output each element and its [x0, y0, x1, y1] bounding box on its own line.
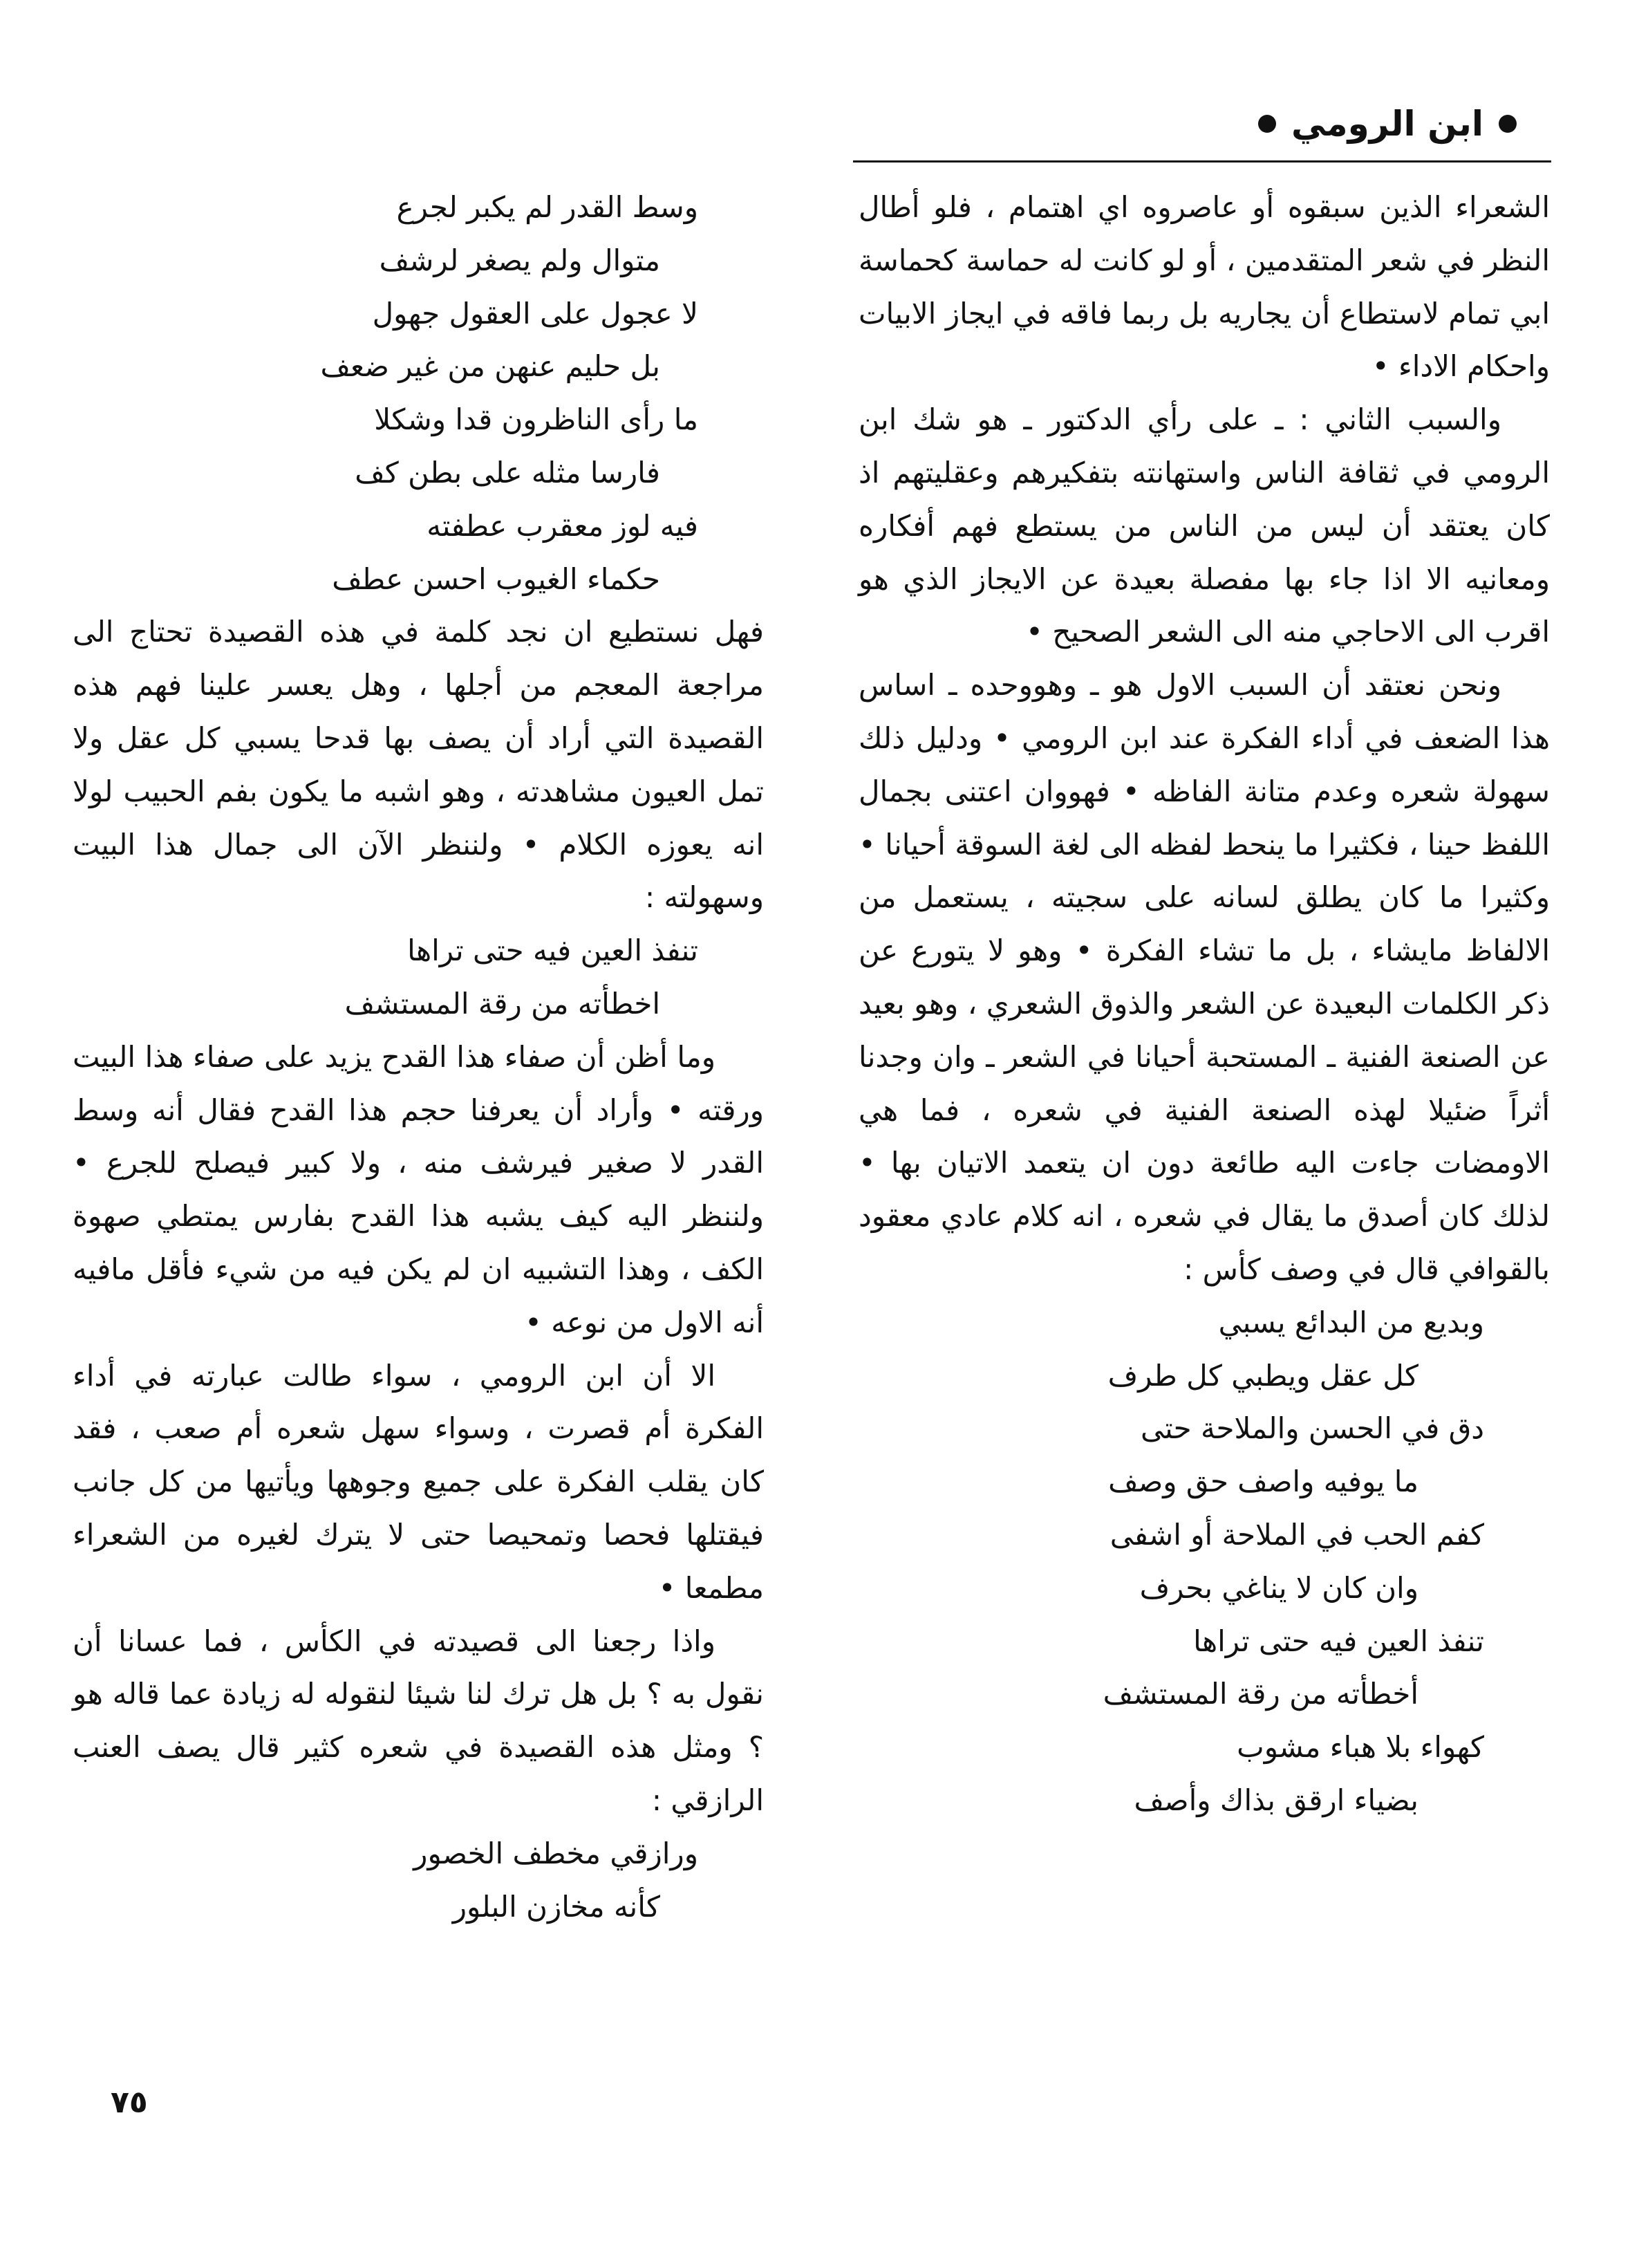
- bullet-icon: [1499, 115, 1517, 133]
- verse-line: كهواء بلا هباء مشوب: [1237, 1730, 1484, 1765]
- verse-line: ورازقي مخطف الخصور: [413, 1836, 698, 1870]
- header-rule: [853, 160, 1551, 162]
- paragraph: وما أظن أن صفاء هذا القدح يزيد على صفاء هذا البيت ورقته • وأراد أن يعرفنا حجم هذا القدح فقال أنه وسط القدر لا صغير فيرشف منه ، ولا كبير فيصلح للجرع • ولننظر اليه كيف يشبه هذا القدح بفارس يمتطي صهوة الكف ، وهذا التشبيه ان لم يكن فيه من شيء فأقل مافيه أنه الاول من نوعه •: [73, 1039, 764, 1339]
- verse-line: فيه لوز معقرب عطفته: [427, 508, 698, 543]
- paragraph: فهل نستطيع ان نجد كلمة في هذه القصيدة تحتاج الى مراجعة المعجم من أجلها ، وهل يعسر علينا فهم هذه القصيدة التي أراد أن يصف بها قدحا يسبي كل عقل ولا تمل العيون مشاهدته ، وهو اشبه ما يكون بفم الحبيب لولا انه يعوزه الكلام • ولننظر الآن الى جمال هذا البيت وسهولته :: [73, 615, 764, 915]
- verse-line: اخطأته من رقة المستشف: [344, 986, 660, 1021]
- verse-line: بضياء ارقق بذاك وأصف: [1134, 1783, 1418, 1817]
- verse-line: لا عجول على العقول جهول: [372, 296, 698, 331]
- right-column: [859, 181, 1550, 1828]
- verse-line: حكماء الغيوب احسن عطف: [332, 561, 660, 596]
- paragraph: والسبب الثاني : ـ على رأي الدكتور ـ هو شك ابن الرومي في ثقافة الناس واستهانته بتفكيرهم وعقليتهم اذ كان يعتقد أن ليس من الناس من يستطع فهم أفكاره ومعانيه الا اذا جاء بها مفصلة بعيدة عن الايجاز الذي هو اقرب الى الاحاجي منه الى الشعر الصحيح •: [859, 402, 1550, 649]
- paragraph: ونحن نعتقد أن السبب الاول هو ـ وهووحده ـ اساس هذا الضعف في أداء الفكرة عند ابن الرومي • ودليل ذلك سهولة شعره وعدم متانة الفاظه • فهووان اعتنى بجمال اللفظ حينا ، فكثيرا ما ينحط لفظه الى لغة السوقة أحيانا • وكثيرا ما كان يطلق لسانه على سجيته ، يستعمل من الالفاظ مايشاء ، بل ما تشاء الفكرة • وهو لا يتورع عن ذكر الكلمات البعيدة عن الشعر والذوق الشعري ، وهو بعيد عن الصنعة الفنية ـ المستحبة أحيانا في الشعر ـ وان وجدنا أثراً ضئيلا لهذه الصنعة الفنية في شعره ، فما هي الاومضات جاءت اليه طائعة دون ان يتعمد الاتيان بها • لذلك كان أصدق ما يقال في شعره ، انه كلام عادي معقود بالقوافي قال في وصف كأس :: [859, 668, 1550, 1286]
- left-column: [73, 181, 764, 1933]
- verse-line: بل حليم عنهن من غير ضعف: [320, 349, 660, 384]
- verse-line: وبديع من البدائع يسبي: [1218, 1305, 1484, 1339]
- verse-line: كل عقل ويطبي كل طرف: [1107, 1358, 1418, 1393]
- verse-line: دق في الحسن والملاحة حتى: [1140, 1411, 1484, 1446]
- header-title: ابن الرومي: [1291, 104, 1483, 144]
- page-number: ٧٥: [111, 2085, 148, 2120]
- verse-line: وان كان لا يناغي بحرف: [1139, 1570, 1418, 1605]
- verse-line: ما يوفيه واصف حق وصف: [1108, 1465, 1418, 1499]
- paragraph: واذا رجعنا الى قصيدته في الكأس ، فما عسانا أن نقول به ؟ بل هل ترك لنا شيئا لنقوله له زيادة عما قاله هو ؟ ومثل هذه القصيدة في شعره كثير قال يصف العنب الرازقي :: [73, 1624, 764, 1817]
- verse-line: كأنه مخازن البلور: [452, 1889, 660, 1924]
- verse-line: ما رأى الناظرون قدا وشكلا: [374, 402, 698, 437]
- verse-line: وسط القدر لم يكبر لجرع: [396, 190, 698, 224]
- verse-line: تنفذ العين فيه حتى تراها: [1193, 1624, 1484, 1658]
- verse-line: تنفذ العين فيه حتى تراها: [407, 933, 698, 968]
- verse-line: كفم الحب في الملاحة أو اشفى: [1109, 1517, 1484, 1552]
- running-header: [908, 104, 1517, 144]
- verse-line: متوال ولم يصغر لرشف: [379, 243, 660, 277]
- paragraph: الا أن ابن الرومي ، سواء طالت عبارته في أداء الفكرة أم قصرت ، وسواء سهل شعره أم صعب ، فقد كان يقلب الفكرة على جميع وجوهها ويأتيها من كل جانب فيقتلها فحصا وتمحيصا حتى لا يترك لغيره من الشعراء مطمعا •: [73, 1358, 764, 1605]
- verse-line: أخطأته من رقة المستشف: [1103, 1677, 1418, 1711]
- bullet-icon: [1258, 115, 1276, 133]
- paragraph: الشعراء الذين سبقوه أو عاصروه اي اهتمام ، فلو أطال النظر في شعر المتقدمين ، أو لو كانت له حماسة كحماسة ابي تمام لاستطاع أن يجاريه بل ربما فاقه في ايجاز الابيات واحكام الاداء •: [859, 190, 1550, 384]
- verse-line: فارسا مثله على بطن كف: [355, 455, 660, 490]
